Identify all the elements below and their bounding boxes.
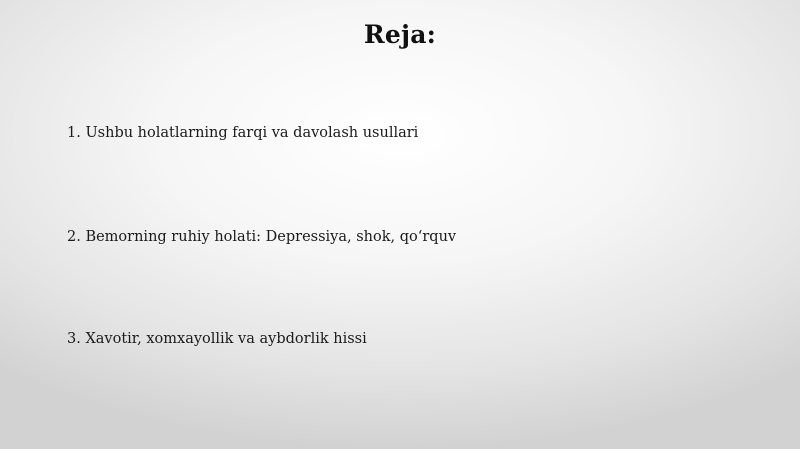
plan-item-1: 1. Ushbu holatlarning farqi va davolash usullari bbox=[67, 125, 419, 141]
plan-item-3: 3. Xavotir, xomxayollik va aybdorlik hissi bbox=[67, 331, 367, 347]
plan-item-2: 2. Bemorning ruhiy holati: Depressiya, shok, qo‘rquv bbox=[67, 229, 457, 245]
slide-title: Reja: bbox=[363, 20, 437, 49]
